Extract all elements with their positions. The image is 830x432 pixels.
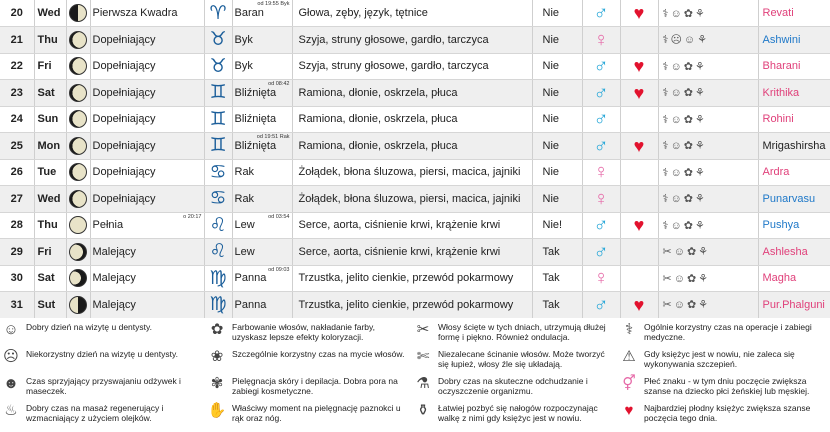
care-icons <box>658 159 758 186</box>
care-icon: ⚘ <box>694 140 705 153</box>
care-icon: ☺ <box>670 193 682 206</box>
legend-item <box>0 322 200 337</box>
heart-icon <box>620 239 658 266</box>
care-icon: ⚕ <box>662 193 669 206</box>
day-of-week: Tue <box>34 159 66 186</box>
legend-item <box>0 376 200 396</box>
zodiac-change-note: od 03:54 <box>268 213 290 220</box>
body-parts: Żołądek, błona śluzowa, piersi, macica, jajniki <box>292 186 532 213</box>
body-parts: Ramiona, dłonie, oskrzela, płuca <box>292 133 532 160</box>
body-parts: Serce, aorta, ciśnienie krwi, krążenie krwi <box>292 212 532 239</box>
moon-phase <box>90 292 204 319</box>
nakshatra: Pushya <box>758 212 830 239</box>
nakshatra: Ashwini <box>758 27 830 54</box>
moon-phase-icon <box>66 212 90 239</box>
moon-phase <box>90 0 204 27</box>
care-icon: ⚘ <box>698 246 709 259</box>
face-mask-icon: ☻ <box>3 375 19 392</box>
care-icon: ☺ <box>670 219 682 232</box>
zodiac-sign-icon: ♌ <box>204 239 232 266</box>
gender-icon: ♀ <box>582 159 620 186</box>
moon-phase-label: Malejący <box>92 298 136 311</box>
care-icon: ✿ <box>683 166 693 179</box>
body-parts: Głowa, zęby, język, tętnice <box>292 0 532 27</box>
care-icon: ✿ <box>683 7 693 20</box>
moon-phase <box>90 27 204 54</box>
moon-phase <box>90 212 204 239</box>
calendar-row <box>0 133 830 160</box>
care-icon: ⚘ <box>694 60 705 73</box>
calendar-row <box>0 239 830 266</box>
zodiac-sign-icon: ♈ <box>204 0 232 27</box>
phase-time-note: o 20:17 <box>183 213 202 220</box>
legend-text: Dobry czas na skuteczne odchudzanie i oczyszczenie organizmu. <box>438 376 588 396</box>
nakshatra: Revati <box>758 0 830 27</box>
detox-icon: ⚗ <box>416 375 430 392</box>
moon-phase <box>90 80 204 107</box>
day-number: 25 <box>0 133 34 160</box>
zodiac-sign <box>232 80 292 107</box>
calendar-row <box>0 159 830 186</box>
care-icon: ⚘ <box>694 166 705 179</box>
day-of-week: Fri <box>34 239 66 266</box>
gender-icon: ♂ <box>582 133 620 160</box>
care-icon: ⚕ <box>662 166 669 179</box>
legend-item <box>618 376 826 396</box>
care-icon: ☺ <box>683 34 696 47</box>
gender-icon: ♂ <box>582 106 620 133</box>
heart-icon: ♥ <box>620 53 658 80</box>
zodiac-sign-icon: ♉ <box>204 27 232 54</box>
moon-phase <box>90 159 204 186</box>
zodiac-sign <box>232 27 292 54</box>
calendar-row <box>0 53 830 80</box>
legend-item <box>412 403 612 423</box>
gender-icon: ♂ <box>582 212 620 239</box>
hair-dye-icon: ✿ <box>210 321 224 338</box>
care-icon: ☹ <box>670 34 682 47</box>
day-number: 22 <box>0 53 34 80</box>
gender-icon: ♂ <box>582 239 620 266</box>
surgery-flag: Nie <box>532 159 582 186</box>
nakshatra: Magha <box>758 265 830 292</box>
nakshatra: Mrigashirsha <box>758 133 830 160</box>
care-icon: ☺ <box>670 60 682 73</box>
care-icon: ✂ <box>662 272 672 285</box>
zodiac-label: Rak <box>234 192 255 205</box>
heart-icon: ♥ <box>624 402 634 419</box>
care-icon: ✿ <box>683 219 693 232</box>
gender-icon: ♀ <box>582 186 620 213</box>
zodiac-sign <box>232 292 292 319</box>
care-icon: ☺ <box>670 166 682 179</box>
body-parts: Trzustka, jelito cienkie, przewód pokarmowy <box>292 265 532 292</box>
care-icon: ✿ <box>683 113 693 126</box>
moon-phase <box>90 133 204 160</box>
heart-icon <box>620 186 658 213</box>
surgery-flag: Nie <box>532 133 582 160</box>
stethoscope-icon: ⚕ <box>624 321 634 338</box>
zodiac-change-note: od 19:51 Rak <box>256 134 290 140</box>
moon-phase-icon <box>66 159 90 186</box>
body-parts: Serce, aorta, ciśnienie krwi, krążenie krwi <box>292 239 532 266</box>
surgery-flag: Tak <box>532 265 582 292</box>
heart-icon: ♥ <box>620 0 658 27</box>
zodiac-label: Bliźnięta <box>234 113 277 126</box>
moon-phase <box>90 265 204 292</box>
legend-text: Dobry czas na masaż regenerujący i wzmacniający z użyciem olejków. <box>26 403 164 423</box>
legend-item <box>412 349 612 369</box>
nakshatra: Pur.Phalguni <box>758 292 830 319</box>
moon-phase-label: Dopełniający <box>92 113 156 126</box>
legend-item <box>412 322 612 342</box>
moon-phase-label: Pełnia <box>92 219 124 232</box>
moon-phase-label: Dopełniający <box>92 166 156 179</box>
care-icon: ⚕ <box>662 87 669 100</box>
care-icons <box>658 27 758 54</box>
day-of-week: Sat <box>34 265 66 292</box>
gender-icon: ⚥ <box>622 375 636 392</box>
body-parts: Ramiona, dłonie, oskrzela, płuca <box>292 106 532 133</box>
care-icon: ⚘ <box>697 34 708 47</box>
calendar-row <box>0 186 830 213</box>
no-cut-icon: ✄ <box>416 348 430 365</box>
day-of-week: Fri <box>34 53 66 80</box>
care-icon: ☺ <box>670 140 682 153</box>
massage-icon: ♨ <box>4 402 18 419</box>
day-of-week: Thu <box>34 212 66 239</box>
moon-phase-label: Malejący <box>92 245 136 258</box>
moon-phase-icon <box>66 186 90 213</box>
legend-text: Farbowanie włosów, nakładanie farby, uzyskasz lepsze efekty koloryzacji. <box>232 322 376 342</box>
body-parts: Trzustka, jelito cienkie, przewód pokarmowy <box>292 292 532 319</box>
moon-phase <box>90 239 204 266</box>
moon-phase-icon <box>66 133 90 160</box>
zodiac-sign <box>232 53 292 80</box>
day-of-week: Sat <box>34 80 66 107</box>
zodiac-change-note: od 08:42 <box>268 81 290 87</box>
care-icon: ⚕ <box>662 219 669 232</box>
zodiac-sign-icon: ♋ <box>204 186 232 213</box>
zodiac-sign-icon: ♋ <box>204 159 232 186</box>
day-number: 20 <box>0 0 34 27</box>
nakshatra: Krithika <box>758 80 830 107</box>
zodiac-label: Lew <box>234 219 255 232</box>
moon-phase-icon <box>66 106 90 133</box>
gender-icon: ♀ <box>582 27 620 54</box>
bad-tooth-icon: ☹ <box>3 348 19 365</box>
zodiac-sign-icon: ♊ <box>204 133 232 160</box>
legend-text: Ogólnie korzystny czas na operacje i zabiegi medyczne. <box>644 322 812 342</box>
care-icon: ☺ <box>673 246 685 259</box>
nakshatra: Ardra <box>758 159 830 186</box>
care-icon: ✿ <box>683 87 693 100</box>
care-icon: ⚕ <box>662 7 669 20</box>
zodiac-sign-icon: ♊ <box>204 106 232 133</box>
zodiac-label: Lew <box>234 245 255 258</box>
moon-phase <box>90 106 204 133</box>
calendar-row <box>0 212 830 239</box>
care-icon: ✿ <box>683 193 693 206</box>
care-icon: ✿ <box>686 272 697 285</box>
moon-phase-icon <box>66 53 90 80</box>
legend-text: Gdy księżyc jest w nowiu, nie zaleca się wykonywania szczepień. <box>644 349 795 369</box>
care-icon: ⚘ <box>694 113 705 126</box>
calendar-row <box>0 292 830 319</box>
zodiac-sign-icon: ♊ <box>204 80 232 107</box>
zodiac-sign <box>232 239 292 266</box>
moon-phase-label: Pierwsza Kwadra <box>92 7 178 19</box>
day-of-week: Wed <box>34 186 66 213</box>
surgery-flag: Nie <box>532 53 582 80</box>
moon-phase-label: Dopełniający <box>92 139 156 152</box>
care-icons <box>658 292 758 319</box>
care-icon: ⚘ <box>694 193 705 206</box>
calendar-row <box>0 265 830 292</box>
zodiac-sign <box>232 265 292 292</box>
moon-phase <box>90 53 204 80</box>
calendar-row <box>0 27 830 54</box>
zodiac-label: Panna <box>234 272 267 285</box>
body-parts: Żołądek, błona śluzowa, piersi, macica, jajniki <box>292 159 532 186</box>
moon-phase-icon <box>66 292 90 319</box>
zodiac-sign-icon: ♍ <box>204 292 232 319</box>
manicure-icon: ✋ <box>207 402 227 419</box>
zodiac-sign <box>232 186 292 213</box>
heart-icon: ♥ <box>620 212 658 239</box>
day-of-week: Thu <box>34 27 66 54</box>
day-of-week: Wed <box>34 0 66 27</box>
zodiac-sign <box>232 133 292 160</box>
zodiac-label: Byk <box>234 33 253 46</box>
care-icon: ✂ <box>662 246 672 259</box>
hair-wash-icon: ❀ <box>210 348 224 365</box>
care-icons <box>658 106 758 133</box>
gender-icon: ♂ <box>582 53 620 80</box>
surgery-flag: Nie <box>532 106 582 133</box>
nakshatra: Bharani <box>758 53 830 80</box>
gender-icon: ♂ <box>582 292 620 319</box>
heart-icon <box>620 106 658 133</box>
legend-item <box>0 403 200 423</box>
nakshatra: Punarvasu <box>758 186 830 213</box>
care-icon: ✿ <box>686 246 697 259</box>
tooth-icon: ☺ <box>3 321 19 338</box>
legend-item <box>0 349 200 364</box>
zodiac-sign <box>232 0 292 27</box>
care-icons <box>658 0 758 27</box>
legend-text: Niezalecane ścinanie włosów. Może tworzyć się łupież, włosy źle się układają. <box>438 349 605 369</box>
surgery-flag: Nie <box>532 0 582 27</box>
care-icon: ⚕ <box>662 113 669 126</box>
day-number: 31 <box>0 292 34 319</box>
surgery-flag: Nie <box>532 80 582 107</box>
gender-icon: ♂ <box>582 0 620 27</box>
care-icon: ✿ <box>683 60 693 73</box>
care-icon: ✂ <box>662 299 672 312</box>
legend-item <box>618 403 826 423</box>
zodiac-sign-icon: ♍ <box>204 265 232 292</box>
legend-text: Czas sprzyjający przyswajaniu odżywek i maseczek. <box>26 376 181 396</box>
care-icons <box>658 212 758 239</box>
zodiac-label: Rak <box>234 166 255 179</box>
zodiac-change-note: od 19:55 Byk <box>257 1 290 7</box>
heart-icon: ♥ <box>620 133 658 160</box>
zodiac-label: Baran <box>234 7 264 19</box>
heart-icon: ♥ <box>620 80 658 107</box>
legend-item <box>412 376 612 396</box>
no-vaccine-icon: ⚠ <box>622 348 636 365</box>
surgery-flag: Tak <box>532 239 582 266</box>
care-icon: ⚘ <box>698 299 709 312</box>
calendar-row <box>0 0 830 27</box>
care-icons <box>658 133 758 160</box>
day-number: 28 <box>0 212 34 239</box>
surgery-flag: Nie <box>532 27 582 54</box>
zodiac-label: Panna <box>234 298 267 311</box>
skincare-icon: ✾ <box>210 375 224 392</box>
zodiac-label: Bliźnięta <box>234 139 277 152</box>
care-icon: ⚘ <box>698 272 709 285</box>
calendar-row <box>0 106 830 133</box>
care-icon: ✿ <box>683 140 693 153</box>
zodiac-label: Bliźnięta <box>234 86 277 99</box>
nakshatra: Ashlesha <box>758 239 830 266</box>
legend-text: Łatwiej pozbyć się nałogów rozpoczynając walkę z nimi gdy księżyc jest w nowiu. <box>438 403 598 423</box>
legend-text: Pielęgnacja skóry i depilacja. Dobra pora na zabiegi kosmetyczne. <box>232 376 398 396</box>
care-icon: ⚘ <box>694 7 705 20</box>
legend-text: Właściwy moment na pielęgnację paznokci u rąk oraz nóg. <box>232 403 401 423</box>
gender-icon: ♂ <box>582 80 620 107</box>
heart-icon <box>620 159 658 186</box>
day-number: 27 <box>0 186 34 213</box>
moon-phase-icon <box>66 27 90 54</box>
moon-phase-label: Dopełniający <box>92 192 156 205</box>
zodiac-sign <box>232 106 292 133</box>
care-icon: ⚕ <box>662 34 669 47</box>
surgery-flag: Nie! <box>532 212 582 239</box>
care-icon: ⚘ <box>694 87 705 100</box>
moon-phase-label: Dopełniający <box>92 86 156 99</box>
care-icon: ⚕ <box>662 140 669 153</box>
zodiac-sign-icon: ♉ <box>204 53 232 80</box>
moon-phase <box>90 186 204 213</box>
heart-icon: ♥ <box>620 292 658 319</box>
day-of-week: Sun <box>34 106 66 133</box>
day-of-week: Sut <box>34 292 66 319</box>
legend-item <box>206 403 406 423</box>
zodiac-sign <box>232 212 292 239</box>
day-number: 21 <box>0 27 34 54</box>
day-number: 29 <box>0 239 34 266</box>
moon-phase-icon <box>66 265 90 292</box>
care-icon: ☺ <box>673 272 685 285</box>
care-icon: ⚘ <box>694 219 705 232</box>
calendar-row <box>0 80 830 107</box>
body-parts: Szyja, struny głosowe, gardło, tarczyca <box>292 27 532 54</box>
legend-text: Najbardziej płodny księżyc zwiększa szanse poczęcia tego dnia. <box>644 403 811 423</box>
moon-phase-label: Dopełniający <box>92 60 156 73</box>
legend-item <box>206 376 406 396</box>
gender-icon: ♀ <box>582 265 620 292</box>
day-number: 23 <box>0 80 34 107</box>
care-icon: ☺ <box>670 113 682 126</box>
care-icons <box>658 239 758 266</box>
legend-text: Szczególnie korzystny czas na mycie włosów. <box>232 349 405 359</box>
zodiac-sign <box>232 159 292 186</box>
legend <box>0 318 830 432</box>
heart-icon <box>620 265 658 292</box>
legend-text: Dobry dzień na wizytę u dentysty. <box>26 322 152 332</box>
surgery-flag: Tak <box>532 292 582 319</box>
care-icons <box>658 265 758 292</box>
legend-text: Niekorzystny dzień na wizytę u dentysty. <box>26 349 178 359</box>
care-icon: ☺ <box>673 299 685 312</box>
addiction-icon: ⚱ <box>416 402 430 419</box>
care-icon: ☺ <box>670 7 682 20</box>
scissors-icon: ✂ <box>416 321 430 338</box>
care-icon: ✿ <box>686 299 697 312</box>
day-of-week: Mon <box>34 133 66 160</box>
body-parts: Ramiona, dłonie, oskrzela, płuca <box>292 80 532 107</box>
day-number: 30 <box>0 265 34 292</box>
care-icons <box>658 186 758 213</box>
moon-phase-icon <box>66 0 90 27</box>
zodiac-change-note: od 09:03 <box>268 266 290 273</box>
legend-item <box>206 322 406 342</box>
legend-text: Włosy ścięte w tych dniach, utrzymują dłużej formę i piękno. Również ondulacja. <box>438 322 606 342</box>
moon-phase-label: Dopełniający <box>92 33 156 46</box>
zodiac-label: Byk <box>234 60 253 73</box>
day-number: 26 <box>0 159 34 186</box>
moon-phase-label: Malejący <box>92 272 136 285</box>
legend-text: Płeć znaku - w tym dniu poczęcie zwiększa szanse na dziecko płci żeńskiej lub męskiej. <box>644 376 810 396</box>
care-icons <box>658 80 758 107</box>
body-parts: Szyja, struny głosowe, gardło, tarczyca <box>292 53 532 80</box>
care-icon: ⚕ <box>662 60 669 73</box>
nakshatra: Rohini <box>758 106 830 133</box>
moon-phase-icon <box>66 239 90 266</box>
care-icon: ☺ <box>670 87 682 100</box>
heart-icon <box>620 27 658 54</box>
legend-item <box>618 349 826 369</box>
surgery-flag: Nie <box>532 186 582 213</box>
day-number: 24 <box>0 106 34 133</box>
care-icons <box>658 53 758 80</box>
zodiac-sign-icon: ♌ <box>204 212 232 239</box>
legend-item <box>618 322 826 342</box>
moon-phase-icon <box>66 80 90 107</box>
legend-item <box>206 349 406 364</box>
